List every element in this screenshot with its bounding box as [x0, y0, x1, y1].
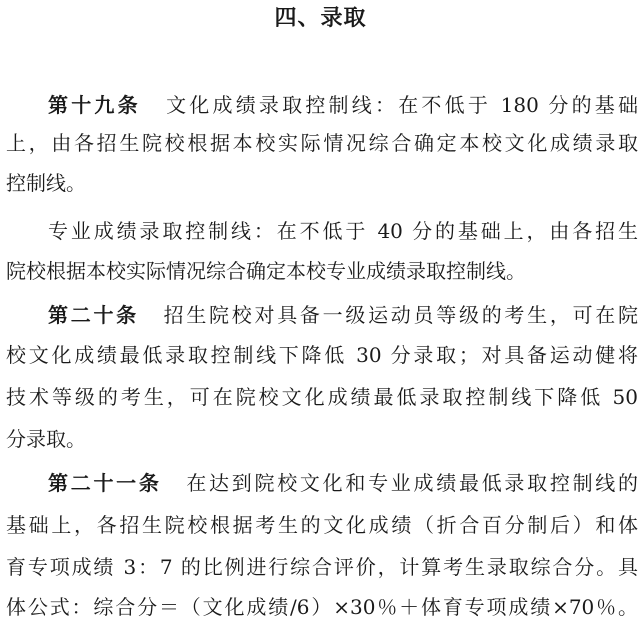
- article-19-para-2-line-2: 院校根据本校实际情况综合确定本校专业成绩录取控制线。: [6, 259, 526, 283]
- article-20-line-3: 技术等级的考生，可在院校文化成绩最低录取控制线下降低 50: [6, 385, 638, 409]
- article-21-line-3: 育专项成绩 3：7 的比例进行综合评价，计算考生录取综合分。具: [6, 555, 638, 579]
- article-19-text-line: 文化成绩录取控制线：在不低于 180 分的基础: [162, 93, 639, 117]
- article-21-line-1: [48, 466, 638, 500]
- article-19-line-3: 控制线。: [6, 171, 86, 195]
- article-21-heading: 第二十一条: [48, 471, 162, 495]
- article-19-line-2: 上，由各招生院校根据本校实际情况综合确定本校文化成绩录取: [6, 131, 638, 155]
- article-21-text-line: 在达到院校文化和专业成绩最低录取控制线的: [183, 471, 639, 495]
- article-21-line-2: 基础上，各招生院校根据考生的文化成绩（折合百分制后）和体: [6, 513, 638, 537]
- article-19-heading: 第十九条: [48, 93, 141, 117]
- article-20-line-1: [48, 298, 638, 332]
- section-title: 四、录取: [274, 6, 367, 31]
- article-21-line-4: 体公式：综合分＝（文化成绩/6）×30％＋体育专项成绩×70％。: [6, 595, 638, 619]
- article-20-heading: 第二十条: [48, 303, 139, 327]
- article-19-line-1: [48, 88, 638, 122]
- article-19-para-2-line-1: 专业成绩录取控制线：在不低于 40 分的基础上，由各招生: [48, 219, 638, 243]
- article-20-line-2: 校文化成绩最低录取控制线下降低 30 分录取；对具备运动健将: [6, 343, 638, 367]
- article-20-line-4: 分录取。: [6, 427, 86, 451]
- article-20-text-line: 招生院校对具备一级运动员等级的考生，可在院: [160, 303, 639, 327]
